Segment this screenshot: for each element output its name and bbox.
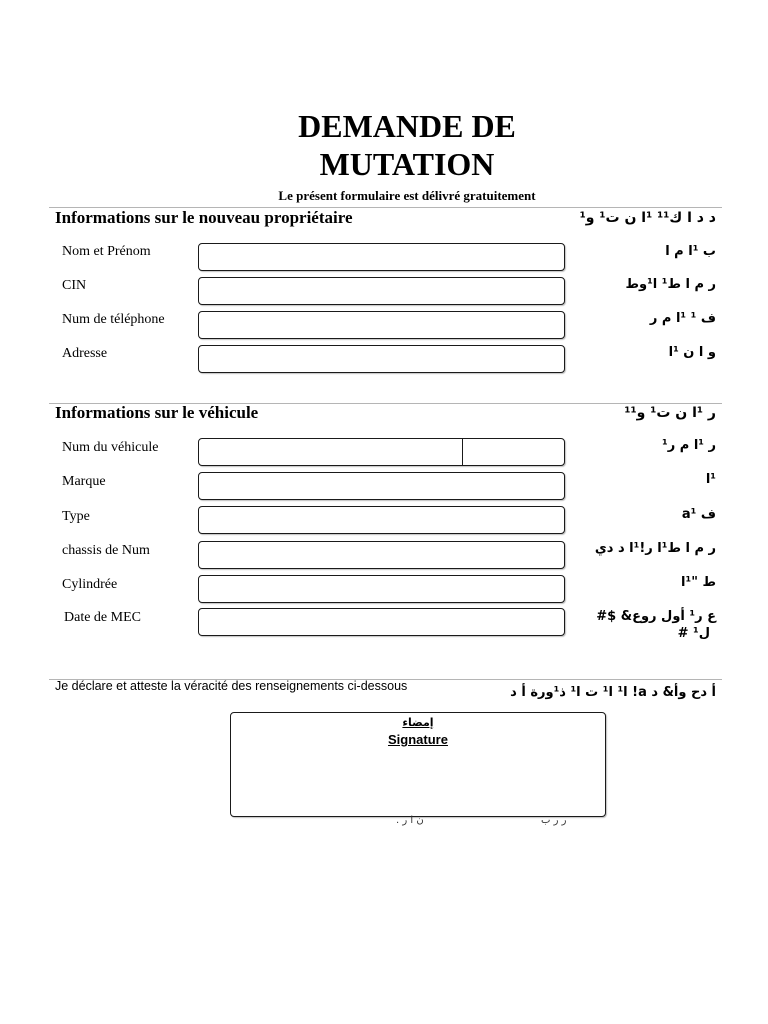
declaration-text-ar: أ دح وأ& د a! ا¹ ا¹ ت ا¹ ذ¹ورة أ د	[510, 685, 716, 700]
vehicle-number-label-ar: ر ¹ا م ر¹	[662, 438, 716, 453]
cin-field[interactable]	[198, 277, 565, 305]
address-label-ar: و ا ن ¹ا	[668, 345, 716, 360]
name-field[interactable]	[198, 243, 565, 271]
form-subtitle: Le présent formulaire est délivré gratuitement	[278, 188, 536, 203]
vehicle-section-title-ar: ر ¹ا ن ت¹ و¹¹	[624, 405, 716, 421]
form-title-line2: MUTATION	[319, 146, 495, 182]
cylinder-label: Cylindrée	[62, 577, 118, 592]
mec-date-field[interactable]	[198, 608, 565, 636]
address-label: Adresse	[62, 346, 108, 361]
cin-label: CIN	[62, 278, 87, 293]
owner-section-title-ar: د د ا ك¹¹ ¹ا ن ت¹ و¹	[579, 210, 716, 226]
phone-field[interactable]	[198, 311, 565, 339]
form-title	[0, 107, 768, 183]
owner-section-title: Informations sur le nouveau propriétaire	[55, 208, 353, 227]
vehicle-number-divider	[462, 439, 463, 465]
signature-label: Signature	[388, 732, 448, 747]
name-label: Nom et Prénom	[62, 244, 151, 259]
cylinder-field[interactable]	[198, 575, 565, 603]
brand-field[interactable]	[198, 472, 565, 500]
chassis-label: chassis de Num	[62, 543, 150, 558]
type-field[interactable]	[198, 506, 565, 534]
chassis-field[interactable]	[198, 541, 565, 569]
mec-date-label: Date de MEC	[64, 610, 141, 625]
brand-label: Marque	[62, 474, 106, 489]
signature-box[interactable]	[230, 712, 606, 817]
signature-footer-left: ن ا ر .	[396, 815, 424, 826]
type-label: Type	[62, 509, 90, 524]
signature-footer-right: ر ر ب	[541, 815, 567, 826]
signature-label-ar: إمضاء	[402, 716, 434, 729]
vehicle-number-field[interactable]	[198, 438, 565, 466]
type-label-ar: ف a¹	[681, 507, 716, 522]
address-field[interactable]	[198, 345, 565, 373]
vehicle-section-title: Informations sur le véhicule	[55, 403, 259, 422]
mec-date-label-ar-line2: ل¹ #	[677, 626, 710, 641]
chassis-label-ar: ر م ا ط¹ا ر!¹ا د دي	[594, 541, 716, 556]
brand-label-ar: ¹ا	[705, 472, 716, 487]
mec-date-label-ar: ع ر¹ أول روع& $#	[596, 609, 716, 624]
declaration-text: Je déclare et atteste la véracité des renseignements ci-dessous	[55, 679, 408, 693]
phone-label: Num de téléphone	[62, 312, 165, 327]
vehicle-number-label: Num du véhicule	[62, 440, 159, 455]
cin-label-ar: ر م ا ط¹ ا¹وط	[625, 277, 716, 292]
phone-label-ar: ف ¹ ¹ا م ر	[649, 311, 716, 326]
name-label-ar: ب ¹ا م ا	[665, 244, 716, 259]
cylinder-label-ar: ط "¹ا	[681, 575, 716, 590]
form-title-line1: DEMANDE DE	[298, 108, 516, 144]
